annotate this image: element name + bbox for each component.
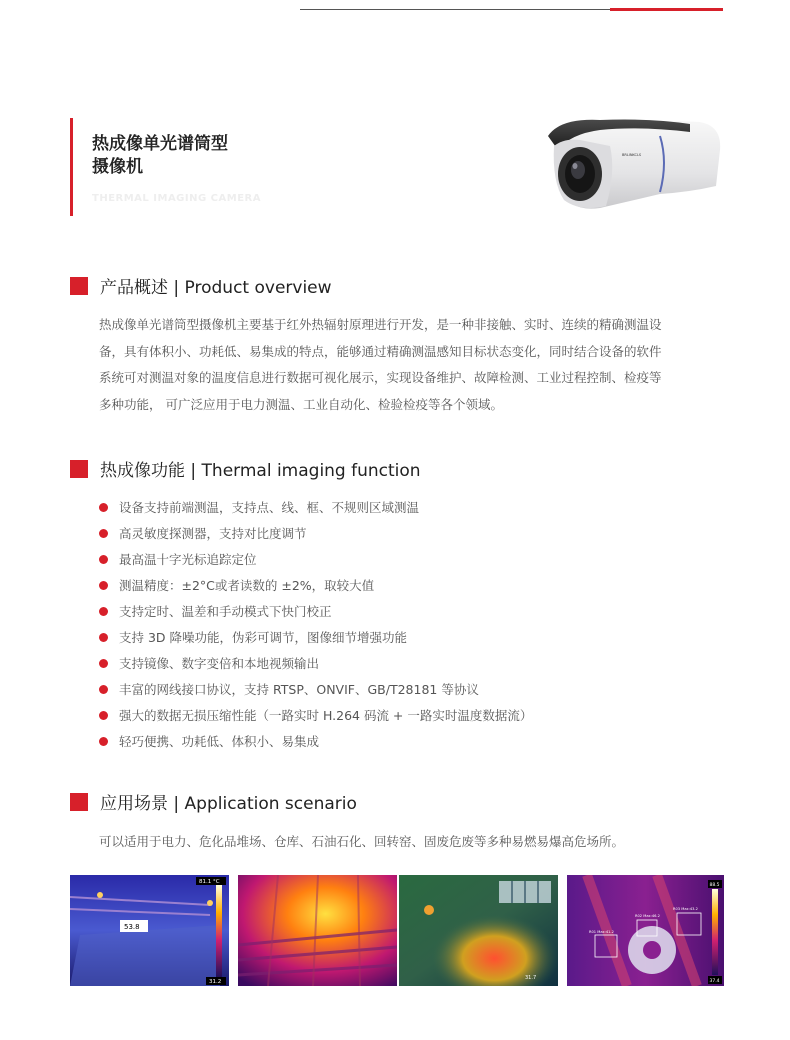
roi-label: R03 Max:43.2 bbox=[673, 907, 698, 911]
list-item bbox=[99, 728, 532, 754]
list-item-text: 强大的数据无损压缩性能（一路实时 H.264 码流 + 一路实时温度数据流） bbox=[119, 708, 533, 723]
scenario-paragraph: 可以适用于电力、危化品堆场、仓库、石油石化、回转窑、固废危废等多种易燃易爆高危场所。 bbox=[99, 834, 625, 849]
bullet-dot bbox=[99, 529, 108, 538]
title-accent-bar bbox=[70, 118, 73, 216]
list-item bbox=[99, 546, 532, 572]
list-item-text: 丰富的网线接口协议，支持 RTSP、ONVIF、GB/T28181 等协议 bbox=[119, 682, 479, 697]
section-overview-heading bbox=[70, 273, 332, 298]
bullet-camera-image bbox=[540, 112, 730, 222]
list-item bbox=[99, 494, 532, 520]
scenario-heading-text: 应用场景 | Application scenario bbox=[100, 794, 357, 814]
list-item bbox=[99, 624, 532, 650]
bullet-dot bbox=[99, 503, 108, 512]
thermal-image-kiln bbox=[566, 875, 725, 986]
bullet-dot bbox=[99, 711, 108, 720]
roi-label: R02 Max:46.2 bbox=[635, 914, 660, 918]
title-line-2: 摄像机 bbox=[92, 157, 143, 177]
thermal-image-substation bbox=[70, 875, 229, 986]
bullet-dot bbox=[99, 555, 108, 564]
function-list bbox=[99, 494, 532, 754]
overview-line: 多种功能， 可广泛应用于电力测温、工业自动化、检验检疫等各个领域。 bbox=[99, 396, 503, 412]
bullet-dot bbox=[99, 633, 108, 642]
list-item-text: 测温精度：±2°C或者读数的 ±2%，取较大值 bbox=[119, 578, 375, 593]
thermal-image-gallery bbox=[70, 875, 723, 986]
list-item bbox=[99, 676, 532, 702]
list-item-text: 设备支持前端测温，支持点、线、框、不规则区域测温 bbox=[119, 500, 420, 515]
thermal-min-temp: 31.2 bbox=[209, 979, 222, 985]
list-item-text: 支持定时、温差和手动模式下快门校正 bbox=[119, 604, 332, 619]
thermal-image-petrochemical bbox=[399, 875, 558, 986]
title-line-1: 热成像单光谱筒型 bbox=[92, 134, 228, 154]
overview-line: 热成像单光谱筒型摄像机主要基于红外热辐射原理进行开发，是一种非接触、实时、连续的精确测温设 bbox=[99, 317, 662, 332]
bullet-dot bbox=[99, 581, 108, 590]
top-rule bbox=[300, 9, 610, 10]
list-item bbox=[99, 650, 532, 676]
bullet-dot bbox=[99, 685, 108, 694]
list-item-text: 高灵敏度探测器，支持对比度调节 bbox=[119, 526, 307, 541]
roi-label: R01 Max:41.2 bbox=[589, 930, 614, 934]
heading-marker bbox=[70, 460, 88, 478]
overview-paragraph bbox=[99, 312, 729, 418]
list-item bbox=[99, 702, 532, 728]
list-item bbox=[99, 598, 532, 624]
overview-heading-text: 产品概述 | Product overview bbox=[100, 278, 332, 298]
section-functions-heading bbox=[70, 456, 421, 481]
thermal-point-label: 53.8 bbox=[124, 923, 140, 931]
thermal-max-temp: 81.1 °C bbox=[199, 879, 220, 885]
overview-line: 系统可对测温对象的温度信息进行数据可视化展示，实现设备维护、故障检测、工业过程控制、检疫等 bbox=[99, 370, 662, 385]
title-english: THERMAL IMAGING CAMERA bbox=[92, 193, 261, 204]
camera-brand-text: BRLINKCLS bbox=[622, 153, 642, 157]
list-item-text: 支持 3D 降噪功能，伪彩可调节，图像细节增强功能 bbox=[119, 630, 408, 645]
top-rule-accent bbox=[610, 8, 723, 11]
bullet-dot bbox=[99, 607, 108, 616]
list-item-text: 轻巧便携、功耗低、体积小、易集成 bbox=[119, 734, 320, 749]
thermal-max-temp: 88.5 bbox=[709, 883, 720, 888]
list-item-text: 最高温十字光标追踪定位 bbox=[119, 552, 257, 567]
functions-heading-text: 热成像功能 | Thermal imaging function bbox=[100, 461, 421, 481]
bullet-dot bbox=[99, 737, 108, 746]
section-scenario-heading bbox=[70, 789, 357, 814]
heading-marker bbox=[70, 793, 88, 811]
thermal-min-temp: 37.4 bbox=[709, 979, 720, 984]
thermal-image-warehouse bbox=[238, 875, 397, 986]
list-item bbox=[99, 520, 532, 546]
list-item bbox=[99, 572, 532, 598]
thermal-point-label: 31.7 bbox=[525, 975, 537, 981]
overview-line: 备，具有体积小、功耗低、易集成的特点，能够通过精确测温感知目标状态变化，同时结合设备的软件 bbox=[99, 343, 662, 359]
heading-marker bbox=[70, 277, 88, 295]
list-item-text: 支持镜像、数字变倍和本地视频输出 bbox=[119, 656, 320, 671]
bullet-dot bbox=[99, 659, 108, 668]
page-title bbox=[92, 133, 228, 179]
